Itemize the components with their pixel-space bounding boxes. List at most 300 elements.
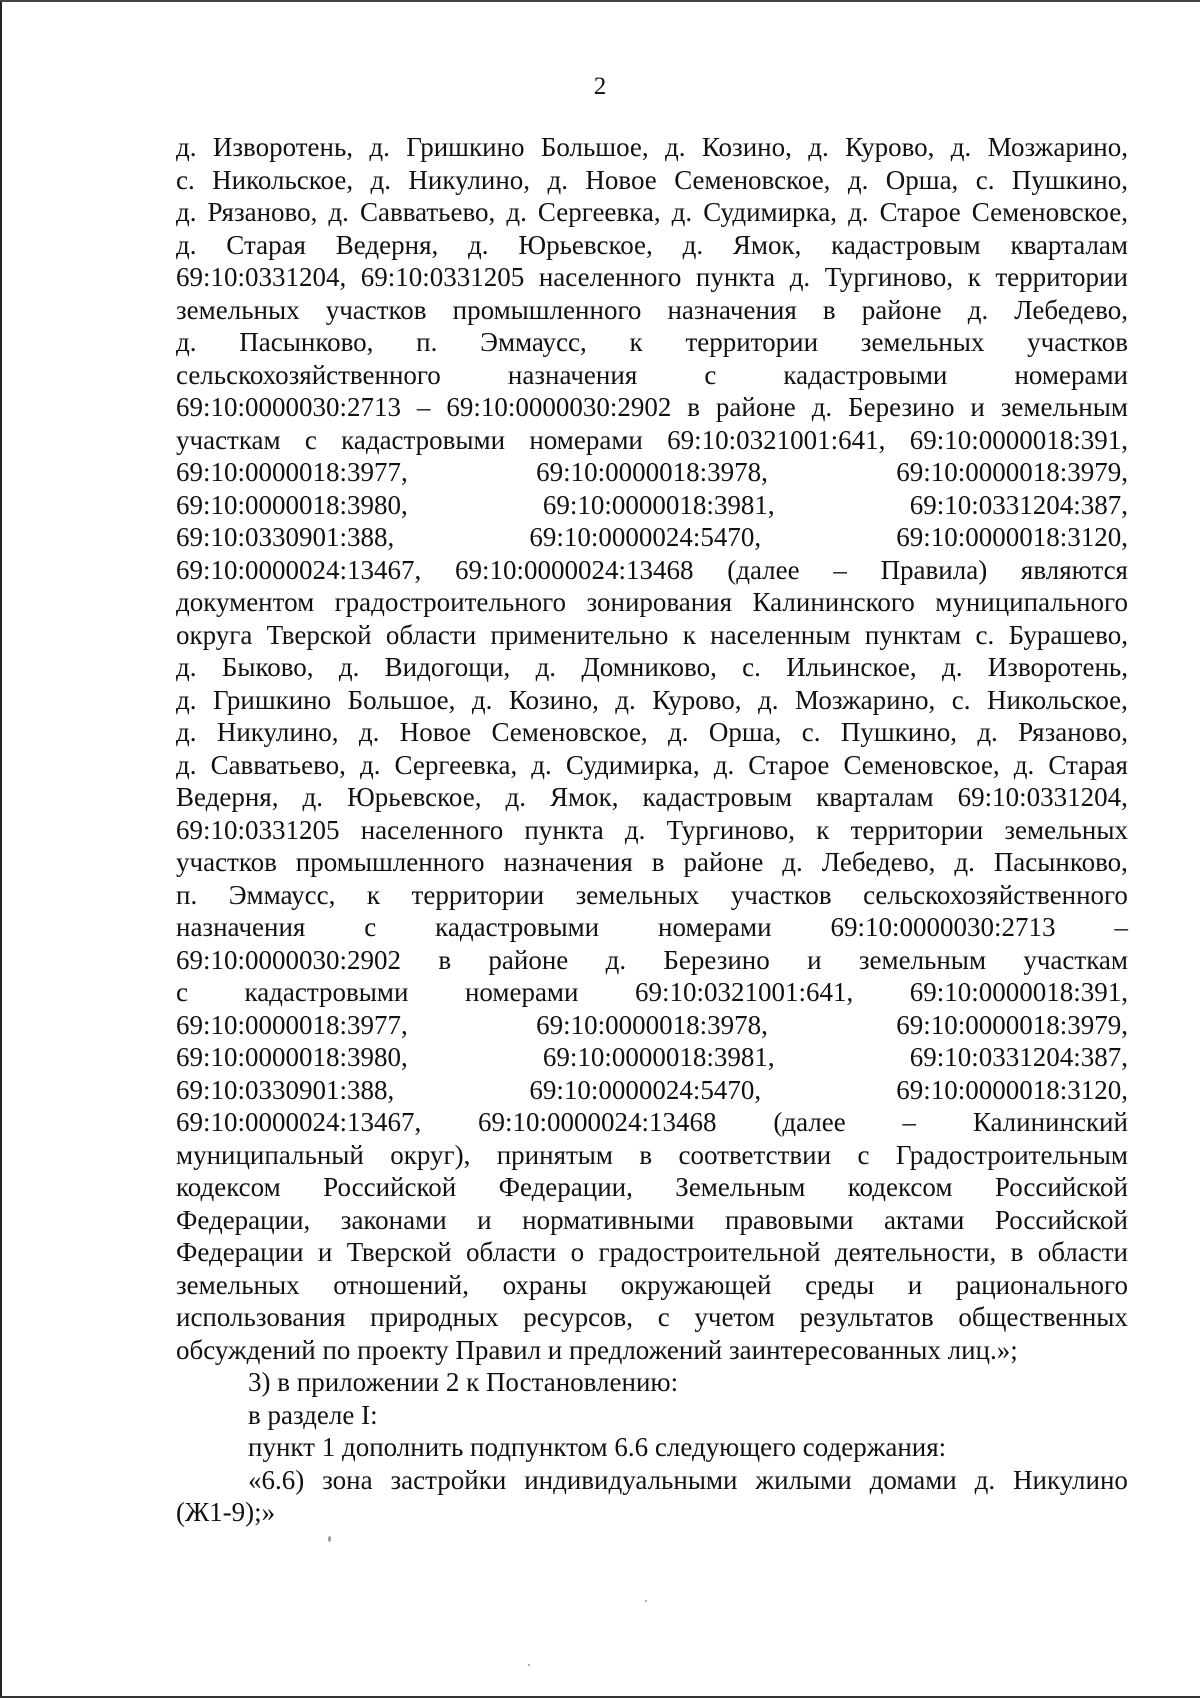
- word: зона: [322, 1464, 373, 1495]
- word: 69:10:0000030:2713: [176, 392, 402, 422]
- word: 69:10:0331205: [360, 262, 525, 292]
- word: с: [857, 1139, 870, 1170]
- word: д.: [471, 684, 493, 715]
- word: –: [1114, 912, 1128, 942]
- word: соответствии: [678, 1139, 832, 1170]
- word: ресурсов,: [523, 1302, 634, 1332]
- word: районе: [683, 847, 764, 877]
- word: номерами: [529, 424, 643, 455]
- word: 69:10:0331204,: [957, 782, 1128, 812]
- text-line: (Ж1-9);»: [176, 1497, 276, 1527]
- word: 69:10:0000024:5470,: [529, 522, 762, 552]
- word: д.: [974, 1464, 996, 1495]
- text-line: [176, 1171, 1128, 1204]
- word: индивидуальными: [524, 1464, 738, 1495]
- text-line: [176, 586, 1128, 619]
- word: Федерации,: [176, 1204, 311, 1235]
- word: д.: [506, 197, 527, 227]
- word: Рязаново,: [1018, 717, 1128, 747]
- text-line: [176, 489, 1128, 522]
- word: д.: [977, 717, 998, 747]
- text-line: [176, 651, 1128, 684]
- word: назначения: [507, 359, 638, 390]
- word: с: [304, 424, 317, 455]
- word: участков: [176, 847, 277, 877]
- word: Семеновское,: [971, 197, 1128, 227]
- word: Орша,: [885, 164, 959, 195]
- word: Лебедево,: [1014, 294, 1128, 325]
- word: д.: [468, 229, 489, 260]
- word: кварталам: [1010, 229, 1128, 260]
- word: Ямок,: [732, 229, 802, 260]
- word: и: [970, 392, 985, 422]
- word: Российской: [323, 1172, 457, 1202]
- word: Большое,: [347, 684, 456, 715]
- word: –: [416, 392, 431, 422]
- word: номерами: [658, 912, 772, 942]
- text-line: [176, 1074, 1128, 1107]
- word: Ведерня,: [335, 229, 439, 260]
- word: Старая: [226, 229, 306, 260]
- word: д.: [176, 684, 197, 715]
- word: пункта: [524, 814, 604, 845]
- word: 69:10:0000030:2902: [176, 944, 402, 975]
- word: кадастровым: [831, 229, 981, 260]
- text-line: [176, 391, 1128, 424]
- word: Гришкино: [212, 684, 332, 715]
- word: природных: [370, 1302, 499, 1332]
- word: с: [176, 977, 188, 1007]
- word: 69:10:0331204:387,: [909, 489, 1128, 520]
- word: населенного: [360, 814, 504, 845]
- word: Пасынково,: [993, 847, 1128, 877]
- word: 69:10:0000024:5470,: [529, 1074, 762, 1105]
- word: 69:10:0000018:3979,: [896, 1009, 1128, 1040]
- word: населенным: [710, 619, 851, 650]
- word: Старая: [1048, 749, 1128, 780]
- word: сельскохозяйственного: [863, 879, 1128, 910]
- word: Юрьевское,: [518, 229, 653, 260]
- word: 69:10:0000024:13468: [454, 554, 694, 585]
- word: 69:10:0000018:3977,: [176, 457, 408, 487]
- word: д.: [665, 132, 686, 162]
- word: участкам: [1023, 944, 1128, 975]
- word: Новое: [399, 717, 472, 747]
- word: Градостроительным: [895, 1139, 1128, 1170]
- text-line: [176, 229, 1128, 262]
- text-line: [176, 521, 1128, 554]
- word: районе: [715, 392, 796, 422]
- word: д.: [302, 782, 324, 812]
- word: Курово,: [652, 684, 742, 715]
- text-line: [176, 1139, 1128, 1172]
- scan-speck: [328, 1536, 331, 1542]
- word: правовыми: [725, 1204, 854, 1235]
- word: Савватьево,: [210, 749, 346, 780]
- text-line: [176, 846, 1128, 879]
- word: пункта: [695, 262, 776, 292]
- word: окружающей: [620, 1269, 772, 1300]
- word: д.: [682, 229, 704, 260]
- word: 69:10:0000024:13467,: [176, 1107, 422, 1137]
- word: д.: [967, 294, 989, 325]
- word: д.: [176, 229, 197, 260]
- word: –: [902, 1107, 917, 1137]
- word: Лебедево,: [821, 847, 936, 877]
- word: и: [477, 1204, 492, 1235]
- word: д.: [848, 197, 869, 227]
- word: Тургиново,: [666, 814, 796, 845]
- word: с.: [975, 164, 995, 195]
- word: рационального: [955, 1269, 1128, 1300]
- scan-edge-top: [0, 0, 1200, 2]
- word: д.: [808, 132, 829, 162]
- word: с: [657, 1302, 670, 1332]
- word: 69:10:0000018:3981,: [542, 489, 775, 520]
- word: Тургиново,: [824, 262, 954, 292]
- word: 69:10:0000024:13467,: [176, 554, 422, 585]
- word: Пушкино,: [1011, 164, 1128, 195]
- text-line: [176, 976, 1128, 1009]
- text-line: [176, 326, 1128, 359]
- word: с.: [176, 164, 195, 195]
- word: д.: [782, 847, 803, 877]
- word: д.: [624, 814, 646, 845]
- word: Никулино,: [408, 164, 531, 195]
- word: документом: [176, 587, 315, 617]
- word: земельных: [176, 294, 300, 325]
- word: Домниково,: [581, 652, 717, 682]
- word: Судимирка,: [703, 197, 838, 227]
- word: назначения: [176, 912, 306, 942]
- word: о: [570, 1237, 585, 1267]
- word: Изворотень,: [212, 132, 354, 162]
- word: муниципальный: [176, 1139, 364, 1170]
- word: Бурашево,: [1008, 619, 1128, 650]
- word: Никольское,: [986, 684, 1128, 715]
- word: с.: [951, 684, 971, 715]
- word: Гришкино: [406, 132, 525, 162]
- word: Видогощи,: [384, 652, 511, 682]
- word: являются: [1020, 554, 1128, 585]
- text-line: [176, 294, 1128, 327]
- word: законами: [340, 1204, 447, 1235]
- word: участкам: [176, 424, 281, 455]
- word: Семеновское,: [491, 717, 648, 747]
- word: Савватьево,: [359, 197, 496, 227]
- word: с.: [742, 652, 761, 682]
- word: д.: [615, 684, 636, 715]
- text-line: 3) в приложении 2 к Постановлению:: [248, 1367, 679, 1397]
- word: кодексом: [176, 1172, 281, 1202]
- word: Большое,: [540, 132, 649, 162]
- word: жилыми: [755, 1464, 852, 1495]
- word: Старое: [748, 749, 830, 780]
- word: д.: [668, 717, 689, 747]
- word: 69:10:0321001:641,: [634, 977, 854, 1007]
- word: 69:10:0000018:3120,: [896, 1074, 1128, 1105]
- word: 69:10:0321001:641,: [667, 424, 886, 455]
- text-line: [176, 164, 1128, 197]
- text-line: [176, 1236, 1128, 1269]
- word: –: [833, 554, 847, 585]
- word: Ямок,: [550, 782, 619, 812]
- word: в: [822, 294, 836, 325]
- word: и: [807, 944, 822, 975]
- word: Эммаусс,: [228, 879, 336, 910]
- word: номерами: [464, 977, 579, 1007]
- word: 69:10:0330901:388,: [176, 522, 395, 552]
- word: 69:10:0000030:2713: [830, 912, 1056, 942]
- text-line: [176, 619, 1128, 652]
- word: использования: [176, 1302, 346, 1332]
- word: 69:10:0330901:388,: [176, 1074, 395, 1105]
- word: участков: [325, 294, 427, 325]
- word: и: [317, 1237, 333, 1267]
- word: к: [682, 619, 696, 650]
- word: д.: [176, 749, 197, 780]
- word: 69:10:0000018:391,: [909, 424, 1128, 455]
- word: д.: [369, 132, 390, 162]
- word: д.: [338, 652, 360, 682]
- word: 69:10:0000018:3977,: [176, 1009, 408, 1040]
- word: д.: [359, 749, 381, 780]
- word: к: [629, 327, 643, 357]
- word: д.: [328, 197, 349, 227]
- word: земельных: [176, 1269, 300, 1300]
- word: принятым: [496, 1139, 614, 1170]
- scan-speck: [645, 1600, 647, 1602]
- word: населенного: [538, 262, 682, 292]
- word: муниципального: [935, 587, 1128, 617]
- word: участков: [730, 879, 832, 910]
- word: сельскохозяйственного: [176, 359, 441, 390]
- word: Калининский: [972, 1107, 1128, 1137]
- word: кадастровыми: [435, 912, 600, 942]
- word: Калининского: [752, 587, 915, 617]
- word: (далее: [727, 554, 800, 585]
- word: Российской: [994, 1204, 1128, 1235]
- scan-speck: [528, 1664, 530, 1666]
- text-line: [176, 716, 1128, 749]
- text-line: [176, 1204, 1128, 1237]
- word: земельных: [1004, 814, 1128, 845]
- word: в: [1010, 1237, 1024, 1267]
- word: п.: [176, 879, 198, 910]
- word: градостроительного: [334, 587, 567, 617]
- word: застройки: [390, 1464, 507, 1495]
- word: д.: [370, 164, 391, 195]
- word: кадастровыми: [341, 424, 506, 455]
- word: Старое: [879, 197, 961, 227]
- word: назначения: [667, 294, 797, 325]
- word: с: [704, 359, 717, 390]
- word: 69:10:0000018:3978,: [536, 457, 768, 487]
- word: кадастровыми: [783, 359, 948, 390]
- word: 69:10:0000018:3978,: [536, 1009, 768, 1040]
- word: Сергеевка,: [537, 197, 661, 227]
- word: области: [385, 619, 477, 650]
- word: учетом: [694, 1302, 775, 1332]
- word: Рязаново,: [207, 197, 318, 227]
- word: и: [907, 1269, 923, 1300]
- text-line: [176, 196, 1128, 229]
- word: д.: [605, 944, 627, 975]
- word: округ),: [390, 1139, 471, 1170]
- word: кадастровыми: [244, 977, 409, 1007]
- text-line: [176, 1301, 1128, 1334]
- word: Тверской: [346, 1237, 452, 1267]
- word: 69:10:0000018:391,: [909, 977, 1128, 1007]
- word: 69:10:0331204,: [176, 262, 347, 292]
- word: п.: [416, 327, 438, 357]
- word: д.: [531, 749, 552, 780]
- word: д.: [176, 652, 197, 682]
- word: Российской: [994, 1172, 1128, 1202]
- word: Ильинское,: [786, 652, 917, 682]
- word: 69:10:0000018:3981,: [542, 1042, 775, 1072]
- word: к: [967, 262, 981, 292]
- text-line: обсуждений по проекту Правил и предложений заинтересованных лиц.»;: [176, 1334, 1018, 1365]
- word: Эммаусс,: [480, 327, 587, 357]
- word: д.: [176, 327, 197, 357]
- text-line: [176, 261, 1128, 294]
- word: домами: [869, 1464, 957, 1495]
- word: Березино: [663, 944, 770, 975]
- word: в: [687, 392, 700, 422]
- word: Правила): [880, 554, 988, 585]
- word: Пасынково,: [239, 327, 374, 357]
- word: в: [639, 1139, 653, 1170]
- word: земельным: [858, 944, 987, 975]
- word: территории: [850, 814, 984, 845]
- word: Семеновское,: [843, 749, 1000, 780]
- text-line: [176, 944, 1128, 977]
- text-line: [176, 359, 1128, 392]
- text-line: [176, 1464, 1128, 1497]
- word: д.: [505, 782, 527, 812]
- word: 69:10:0000024:13468: [478, 1107, 717, 1137]
- word: д.: [954, 847, 975, 877]
- text-line: [176, 456, 1128, 489]
- word: Семеновское,: [674, 164, 831, 195]
- word: в: [651, 847, 665, 877]
- word: Федерации: [176, 1237, 304, 1267]
- text-line: [176, 1009, 1128, 1042]
- scan-edge-left: [0, 0, 2, 1698]
- word: Пушкино,: [840, 717, 957, 747]
- word: актами: [883, 1204, 965, 1235]
- word: промышленного: [295, 847, 485, 877]
- word: Быково,: [221, 652, 314, 682]
- text-line: [176, 1041, 1128, 1074]
- text-line: [176, 554, 1128, 587]
- word: округа: [176, 619, 253, 650]
- word: отношений,: [333, 1269, 469, 1300]
- word: Изворотень,: [987, 652, 1128, 682]
- word: Мозжарино,: [795, 684, 936, 715]
- word: 69:10:0000018:3120,: [896, 522, 1128, 552]
- word: 69:10:0000018:3980,: [176, 1042, 408, 1072]
- word: д.: [535, 652, 557, 682]
- word: кадастровым: [642, 782, 793, 812]
- word: области: [466, 1237, 557, 1267]
- word: территории: [685, 327, 819, 357]
- word: районе: [488, 944, 569, 975]
- word: д.: [847, 164, 869, 195]
- word: д.: [713, 749, 735, 780]
- word: кодексом: [847, 1172, 953, 1202]
- word: Березино: [848, 392, 955, 422]
- word: кварталам: [816, 782, 934, 812]
- word: области: [1037, 1237, 1128, 1267]
- word: Никулино,: [216, 717, 339, 747]
- word: Земельным: [675, 1172, 806, 1202]
- word: общественных: [958, 1302, 1128, 1332]
- word: промышленного: [452, 294, 642, 325]
- text-line: [176, 1106, 1128, 1139]
- word: д.: [176, 197, 197, 227]
- word: д.: [671, 197, 693, 227]
- text-line: [176, 749, 1128, 782]
- text-line: [176, 781, 1128, 814]
- word: с: [364, 912, 377, 942]
- word: д.: [1013, 749, 1035, 780]
- word: градостроительной: [598, 1237, 821, 1267]
- text-line: [176, 814, 1128, 847]
- text-line: [176, 684, 1128, 717]
- document-body: [176, 131, 1128, 1529]
- word: д.: [811, 392, 833, 422]
- word: 69:10:0000030:2902: [446, 392, 672, 422]
- word: Козино,: [701, 132, 792, 162]
- word: территории: [411, 879, 545, 910]
- word: Никулино: [1013, 1464, 1128, 1495]
- word: Мозжарино,: [987, 132, 1128, 162]
- text-line: пункт 1 дополнить подпунктом 6.6 следующего содержания:: [248, 1432, 947, 1462]
- word: д.: [941, 652, 963, 682]
- word: результатов: [799, 1302, 934, 1332]
- word: д.: [547, 164, 568, 195]
- word: к: [366, 879, 381, 910]
- word: (далее: [773, 1107, 846, 1137]
- word: нормативными: [522, 1204, 695, 1235]
- word: 69:10:0000018:3980,: [176, 489, 408, 520]
- word: территории: [995, 262, 1128, 292]
- word: д.: [176, 132, 197, 162]
- page-number: 2: [593, 73, 607, 100]
- word: охраны: [502, 1269, 587, 1300]
- text-line: [176, 131, 1128, 164]
- word: к: [816, 814, 830, 845]
- word: Сергеевка,: [394, 749, 518, 780]
- word: д.: [950, 132, 972, 162]
- word: с.: [801, 717, 821, 747]
- word: д.: [758, 684, 779, 715]
- word: деятельности,: [834, 1237, 997, 1267]
- word: д.: [176, 717, 197, 747]
- word: с.: [975, 619, 995, 650]
- word: пунктам: [864, 619, 962, 650]
- word: районе: [861, 294, 942, 325]
- word: Судимирка,: [565, 749, 700, 780]
- word: Козино,: [508, 684, 599, 715]
- word: применительно: [490, 619, 669, 650]
- word: Юрьевское,: [347, 782, 482, 812]
- word: «6.6): [248, 1464, 305, 1495]
- word: Орша,: [708, 717, 782, 747]
- word: среды: [805, 1269, 875, 1300]
